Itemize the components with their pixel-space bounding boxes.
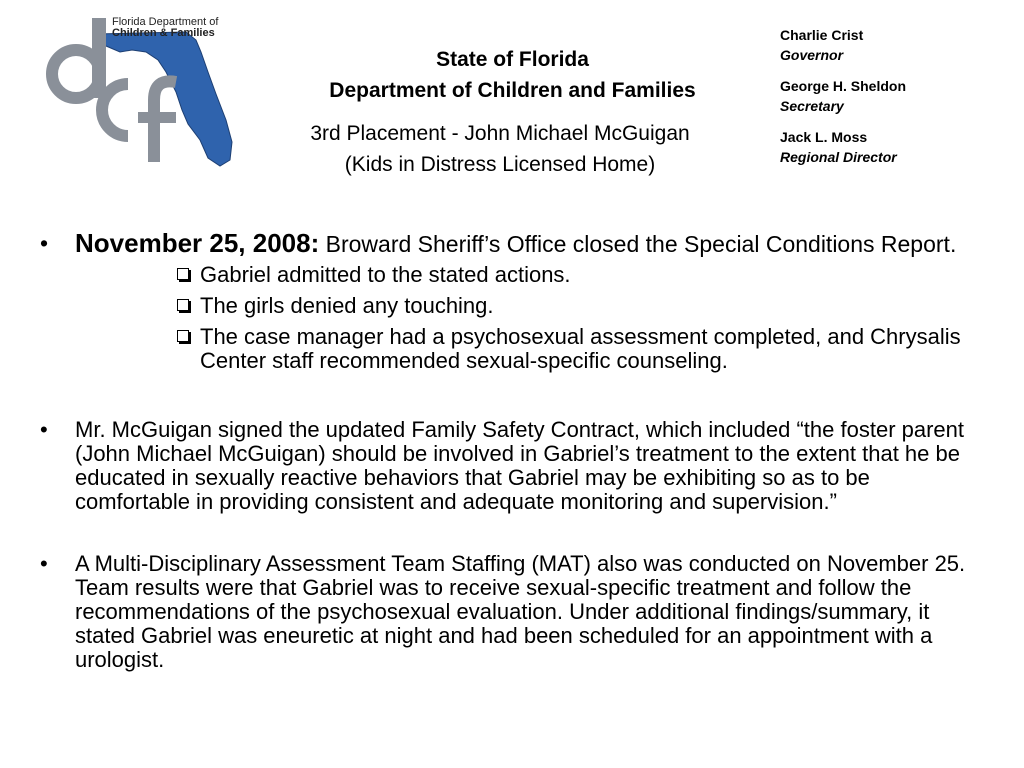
bullet-text: Broward Sheriff’s Office closed the Special Conditions Report. bbox=[319, 231, 957, 257]
sub-item-text: Gabriel admitted to the stated actions. bbox=[200, 262, 571, 287]
bullet-dot-icon: • bbox=[40, 230, 49, 256]
bullet-date: November 25, 2008: bbox=[75, 228, 320, 258]
officials-list bbox=[780, 25, 906, 178]
logo-text-line1: Florida Department of bbox=[112, 16, 219, 28]
bullet-item bbox=[40, 230, 980, 373]
official-regional-director bbox=[780, 127, 906, 167]
sub-item bbox=[75, 294, 980, 318]
bullet-dot-icon: • bbox=[40, 417, 48, 442]
sub-list bbox=[75, 263, 980, 373]
official-governor bbox=[780, 25, 906, 65]
logo-text-line2: Children & Families bbox=[112, 27, 215, 39]
page-title bbox=[270, 44, 755, 106]
title-line1: State of Florida bbox=[436, 48, 589, 71]
bullet-dot-icon: • bbox=[40, 551, 48, 576]
sub-item-text: The girls denied any touching. bbox=[200, 293, 494, 318]
sub-item-text: The case manager had a psychosexual assessment completed, and Chrysalis Center staff recommended sexual-specific counseling. bbox=[200, 324, 961, 373]
title-line2: Department of Children and Families bbox=[329, 79, 696, 102]
subtitle-line2: (Kids in Distress Licensed Home) bbox=[344, 153, 656, 176]
subtitle-line1: 3rd Placement - John Michael McGuigan bbox=[310, 122, 690, 145]
checkbox-square-icon bbox=[177, 330, 189, 342]
logo-text bbox=[112, 17, 218, 39]
official-role: Governor bbox=[780, 47, 844, 63]
dcf-logo bbox=[36, 12, 236, 170]
official-name: George H. Sheldon bbox=[780, 78, 907, 94]
bullet-text: Mr. McGuigan signed the updated Family Safety Contract, which included “the foster parent (John Michael McGuigan) should be involved in Gabriel’s treatment to the extent that he be educated in sexually reactive behaviors that Gabriel may be exhibiting so as to be comfortable in providing consistent and adequate monitoring and supervision.” bbox=[75, 417, 965, 514]
sub-item bbox=[75, 325, 980, 373]
checkbox-square-icon bbox=[177, 299, 189, 311]
official-name: Charlie Crist bbox=[780, 27, 864, 43]
bullet-item bbox=[40, 418, 980, 514]
sub-item bbox=[75, 263, 980, 287]
bullet-item bbox=[40, 552, 980, 672]
official-secretary bbox=[780, 76, 906, 116]
official-role: Secretary bbox=[780, 98, 844, 114]
checkbox-square-icon bbox=[177, 268, 189, 280]
official-role: Regional Director bbox=[780, 149, 897, 165]
bullet-text: A Multi-Disciplinary Assessment Team Staffing (MAT) also was conducted on November 25. Team results were that Gabriel was to receive sexual-specific treatment and follow the recommendations of the psychosexual evaluation. Under additional findings/summary, it stated Gabriel was eneuretic at night and had been scheduled for an appointment with a urologist. bbox=[75, 551, 966, 672]
page-subtitle bbox=[260, 118, 740, 180]
slide-content bbox=[40, 230, 980, 672]
official-name: Jack L. Moss bbox=[780, 129, 868, 145]
